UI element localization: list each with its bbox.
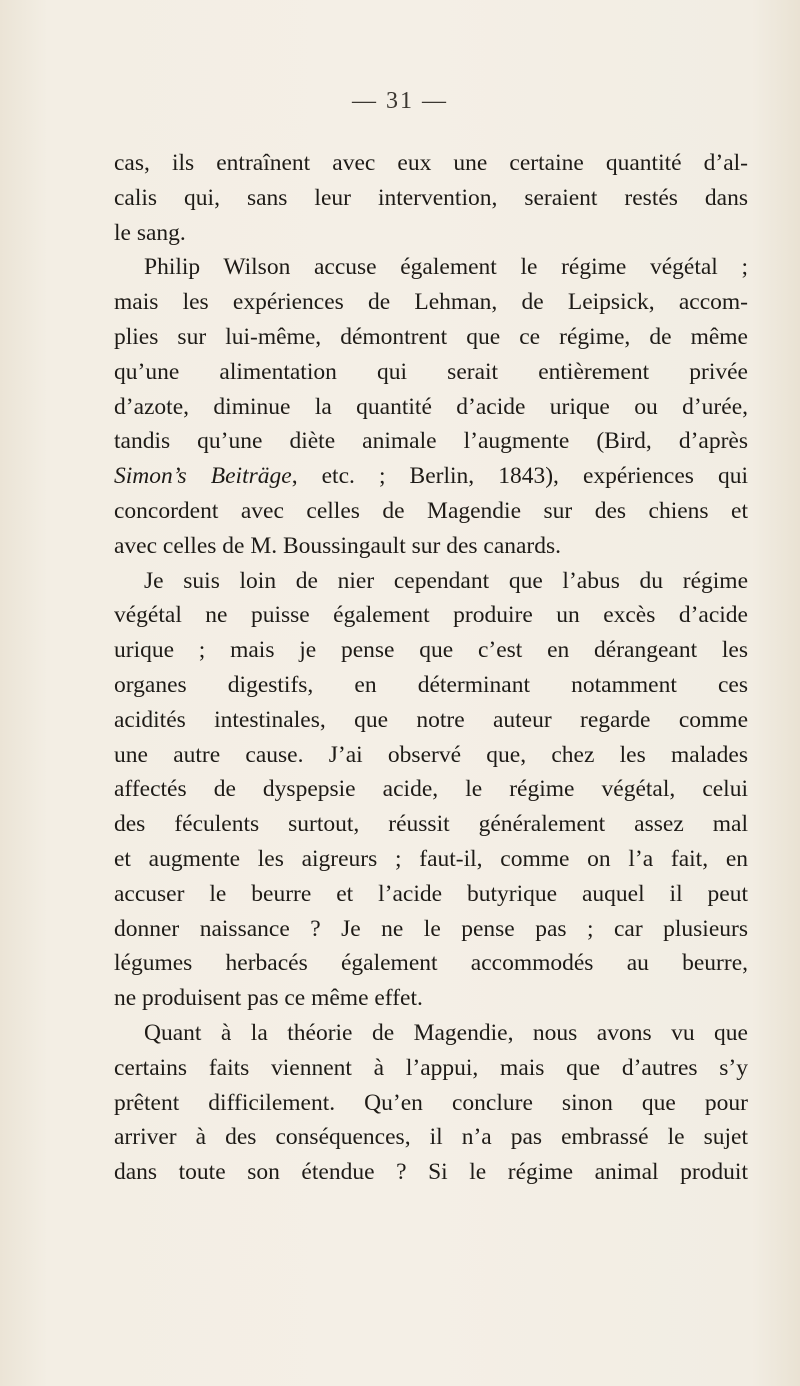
text-line: donner naissance ? Je ne le pense pas ; car plusieurs — [114, 915, 748, 942]
text-line: acidités intestinales, que notre auteur regarde comme — [114, 706, 748, 733]
text-line — [114, 250, 748, 285]
text-line: ne produisent pas ce même effet. — [114, 985, 423, 1012]
text-line: calis qui, sans leur intervention, seraient restés dans — [114, 184, 748, 211]
text-line-content: Je suis loin de nier cependant que l’abus du régime — [144, 567, 748, 594]
text-line: arriver à des conséquences, il n’a pas embrassé le sujet — [114, 1124, 748, 1151]
text-line: des féculents surtout, réussit généralement assez mal — [114, 811, 748, 838]
italic-citation: Simon’s Beiträge — [114, 463, 292, 490]
text-line-content: Philip Wilson accuse également le régime végétal ; — [144, 254, 748, 281]
paragraph-1 — [114, 146, 748, 250]
text-line: certains faits viennent à l’appui, mais que d’autres s’y — [114, 1054, 748, 1081]
text-line: dans toute son étendue ? Si le régime animal produit — [114, 1159, 748, 1186]
text-line: prêtent difficilement. Qu’en conclure sinon que pour — [114, 1089, 748, 1116]
text-line: concordent avec celles de Magendie sur des chiens et — [114, 497, 748, 524]
text-line: avec celles de M. Boussingault sur des canards. — [114, 532, 562, 559]
text-line-content: Quant à la théorie de Magendie, nous avons vu que — [144, 1019, 748, 1046]
text-line: affectés de dyspepsie acide, le régime végétal, celui — [114, 776, 748, 803]
text-line: plies sur lui-même, démontrent que ce régime, de même — [114, 323, 748, 350]
text-line — [114, 564, 748, 599]
text-line: urique ; mais je pense que c’est en dérangeant les — [114, 637, 748, 664]
text-line — [114, 459, 748, 494]
text-line: cas, ils entraînent avec eux une certaine quantité d’al- — [114, 150, 748, 176]
page-number: — 31 — — [352, 88, 448, 114]
text-line: accuser le beurre et l’acide butyrique auquel il peut — [114, 880, 748, 907]
citation-tail: , etc. ; Berlin, 1843), expériences qui — [291, 463, 748, 490]
text-line: d’azote, diminue la quantité d’acide urique ou d’urée, — [114, 393, 748, 420]
text-line: et augmente les aigreurs ; faut-il, comme on l’a fait, en — [114, 845, 748, 872]
text-line: tandis qu’une diète animale l’augmente (Bird, d’après — [114, 428, 748, 455]
paragraph-3 — [114, 564, 748, 1016]
body-text — [114, 146, 748, 1190]
paragraph-4 — [114, 1016, 748, 1190]
text-line: mais les expériences de Lehman, de Leipsick, accom- — [114, 289, 748, 316]
text-line: une autre cause. J’ai observé que, chez les malades — [114, 741, 748, 768]
text-line — [114, 1016, 748, 1051]
text-line: le sang. — [114, 219, 186, 246]
text-line: organes digestifs, en déterminant notamment ces — [114, 671, 748, 698]
text-line: végétal ne puisse également produire un excès d’acide — [114, 602, 748, 629]
paragraph-2 — [114, 250, 748, 563]
text-line: qu’une alimentation qui serait entièrement privée — [114, 358, 748, 385]
text-line: légumes herbacés également accommodés au beurre, — [114, 950, 748, 977]
